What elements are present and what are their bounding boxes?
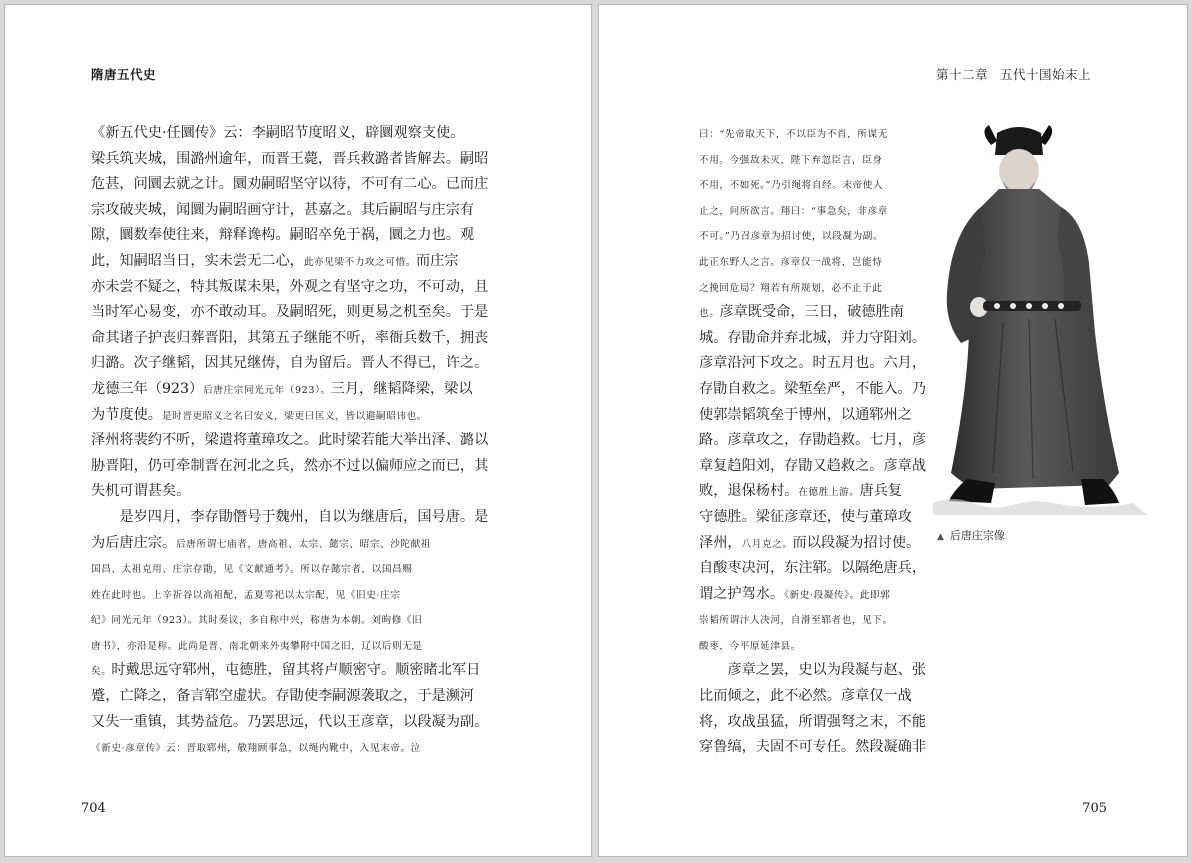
emperor-portrait-illustration xyxy=(933,123,1147,515)
text-line xyxy=(91,147,503,173)
annotation-text: 止之，问所欲言。翔曰：“事急矣，非彦章 xyxy=(699,205,888,217)
main-text: 危甚，问圜去就之计。圜劝嗣昭坚守以待，不可有二心。已而庄 xyxy=(91,176,489,193)
page-number: 705 xyxy=(1082,801,1107,816)
annotation-text: 唐书》，亦沿是称。此尚是晋、南北朝来外夷攀附中国之旧，辽以后则无是 xyxy=(91,640,423,652)
text-line xyxy=(699,684,925,710)
text-line xyxy=(91,607,503,633)
right-page xyxy=(598,4,1188,857)
annotation-text: 纪》同光元年（923）。其时奏议，多自称中兴，称唐为本朝。刘昫修《旧 xyxy=(91,615,423,627)
annotation-text: 不可。”乃召彦章为招讨使，以段凝为副。 xyxy=(699,231,884,243)
running-header: 隋唐五代史 xyxy=(91,67,157,82)
text-line xyxy=(91,377,503,403)
text-line xyxy=(699,121,925,147)
text-line xyxy=(91,505,503,531)
main-text: 将，攻战虽猛，所谓强弩之末，不能 xyxy=(699,713,927,730)
annotation-text: 也。 xyxy=(699,308,720,320)
main-text: 而庄宗 xyxy=(415,252,459,269)
main-text: 梁兵筑夹城，围潞州逾年，而晋王薨，晋兵救潞者皆解去。嗣昭 xyxy=(91,150,489,167)
text-line xyxy=(91,556,503,582)
text-line xyxy=(91,633,503,659)
text-line xyxy=(699,633,925,659)
annotation-text: 后唐所谓七庙者，唐高祖、太宗、懿宗、昭宗、沙陀献祖 xyxy=(176,538,431,550)
main-text: 败，退保杨村。 xyxy=(699,483,799,500)
text-line xyxy=(699,377,925,403)
text-line xyxy=(91,172,503,198)
annotation-text: 在德胜上游。 xyxy=(798,487,860,499)
text-line xyxy=(91,531,503,557)
main-text: 使郭崇韬筑垒于博州，以通郓州之 xyxy=(699,406,912,423)
text-line xyxy=(91,658,503,684)
main-text: 泽州， xyxy=(699,534,742,551)
annotation-text: 之挽回危局？翔若有所规划，必不止于此 xyxy=(699,282,883,294)
main-text: 失机可谓甚矣。 xyxy=(91,483,191,500)
annotation-text: 八月克之。 xyxy=(741,538,793,550)
triangle-icon: ▲ xyxy=(937,532,944,542)
page-number: 704 xyxy=(81,801,106,816)
annotation-text: 姓在此时也。上辛祈谷以高祖配，孟夏雩祀以太宗配，见《旧史·庄宗 xyxy=(91,589,401,601)
text-line xyxy=(699,658,925,684)
text-line xyxy=(91,684,503,710)
main-text: 又失一重镇，其势益危。乃罢思远，代以王彦章，以段凝为副。 xyxy=(91,713,489,730)
annotation-text: 崇韬所谓汴人决河，自滑至郓者也，见下。 xyxy=(699,615,893,627)
chapter-title: 五代十国始末上 xyxy=(999,67,1091,82)
text-line xyxy=(699,172,925,198)
text-line xyxy=(699,300,925,326)
text-line xyxy=(91,326,503,352)
main-text: 三月，继韬降梁，梁以 xyxy=(330,380,473,397)
main-text: 当时军心易变，亦不敢动耳。及嗣昭死，则更易之机至矣。于是 xyxy=(91,304,489,321)
text-line xyxy=(699,403,925,429)
text-line xyxy=(699,249,925,275)
text-line xyxy=(699,428,925,454)
main-text: 路。彦章攻之，存勖趋救。七月，彦 xyxy=(699,432,927,449)
main-text: 自酸枣决河，东注郓。以隔绝唐兵， xyxy=(699,560,927,577)
text-line xyxy=(91,351,503,377)
main-text: 彦章既受命，三日，破德胜南 xyxy=(719,304,904,321)
text-line xyxy=(91,121,503,147)
main-text: 为后唐庄宗。 xyxy=(91,534,177,551)
main-text: 唐兵复 xyxy=(859,483,903,500)
figure-caption xyxy=(937,527,1005,543)
figure-caption-text: 后唐庄宗像 xyxy=(949,529,1005,542)
text-line xyxy=(91,198,503,224)
main-text: 亦未尝不疑之，特其叛谋未果，外观之有坚守之功，不可动，且 xyxy=(91,278,489,295)
main-text: 宗攻破夹城，闻圜为嗣昭画守计，甚嘉之。其后嗣昭与庄宗有 xyxy=(91,201,475,218)
text-line xyxy=(699,531,925,557)
annotation-text: 不用。今强敌未灭，陛下弃忽臣言，臣身 xyxy=(699,154,883,166)
main-text: 城。存勖命并弃北城，并力守阳刘。 xyxy=(699,329,927,346)
main-text: 存勖自救之。梁堑垒严，不能入。乃 xyxy=(699,380,927,397)
text-line xyxy=(699,147,925,173)
annotation-text: 后唐庄宗同光元年（923）。 xyxy=(203,384,331,396)
main-text: 守德胜。梁征彦章还，使与董璋攻 xyxy=(699,508,912,525)
main-text: 胁晋阳，仍可牵制晋在河北之兵，然亦不过以偏师应之而已，其 xyxy=(91,457,489,474)
text-line xyxy=(91,710,503,736)
body-text xyxy=(699,121,925,761)
annotation-text: 《新史·段凝传》。此即郭 xyxy=(784,589,891,601)
main-text: 泽州将裴约不听，梁遣将董璋攻之。此时梁若能大举出泽、潞以 xyxy=(91,432,489,449)
text-line xyxy=(699,710,925,736)
annotation-text: 矣。 xyxy=(91,666,112,678)
main-text: 而以段凝为招讨使。 xyxy=(792,534,921,551)
main-text: 蹙，亡降之，备言郓空虚状。存勖使李嗣源袭取之，于是濒河 xyxy=(91,688,475,705)
main-text: 命其诸子护丧归葬晋阳，其第五子继能不听，率衙兵数千，拥丧 xyxy=(91,329,489,346)
chapter-number: 第十二章 xyxy=(935,67,988,82)
main-text: 龙德三年（923） xyxy=(91,380,204,397)
text-line xyxy=(699,326,925,352)
text-line xyxy=(699,454,925,480)
main-text: 归潞。次子继韬，因其兄继俦，自为留后。晋人不得已，许之。 xyxy=(91,355,489,372)
text-line xyxy=(91,454,503,480)
body-text xyxy=(91,121,503,761)
main-text: 隙，圜数奉使往来，辩释谗构。嗣昭卒免于祸，圜之力也。观 xyxy=(91,227,475,244)
main-text: 彦章之罢，史以为段凝与赵、张 xyxy=(699,662,927,679)
main-text: 比而倾之，此不必然。彦章仅一战 xyxy=(699,688,912,705)
text-line xyxy=(91,428,503,454)
text-line xyxy=(699,198,925,224)
main-text: 章复趋阳刘，存勖又趋救之。彦章战 xyxy=(699,457,927,474)
text-line xyxy=(699,607,925,633)
main-text: 谓之护驾水。 xyxy=(699,585,785,602)
text-line xyxy=(91,300,503,326)
text-line xyxy=(91,479,503,505)
annotation-text: 此正东野人之言。彦章仅一战将，岂能恃 xyxy=(699,256,883,268)
annotation-text: 此亦见梁不力攻之可惜。 xyxy=(303,256,416,268)
text-line xyxy=(699,351,925,377)
main-text: 此，知嗣昭当日，实未尝无二心， xyxy=(91,252,304,269)
text-line xyxy=(91,735,503,761)
main-text: 为节度使。 xyxy=(91,406,162,423)
text-line xyxy=(91,223,503,249)
text-line xyxy=(699,223,925,249)
annotation-text: 是时晋更昭义之名曰安义，梁更曰匡义，皆以避嗣昭讳也。 xyxy=(161,410,427,422)
left-page xyxy=(4,4,592,857)
annotation-text: 国昌、太祖克用、庄宗存勖，见《文献通考》。所以存懿宗者，以国昌赐 xyxy=(91,564,413,576)
annotation-text: 曰：“先帝取天下，不以臣为不肖，所谋无 xyxy=(699,129,888,140)
text-line xyxy=(91,249,503,275)
text-line xyxy=(699,505,925,531)
main-text: 《新五代史·任圜传》云：李嗣昭节度昭义，辟圜观察支使。 xyxy=(91,125,465,141)
text-line xyxy=(91,582,503,608)
main-text: 是岁四月，李存勖僭号于魏州，自以为继唐后，国号唐。是 xyxy=(91,508,489,525)
main-text: 时戴思远守郓州，屯德胜，留其将卢顺密守。顺密睹北军日 xyxy=(111,662,481,679)
annotation-text: 酸枣，今平原延津县。 xyxy=(699,640,801,652)
text-line xyxy=(699,582,925,608)
text-line xyxy=(91,275,503,301)
text-line xyxy=(699,556,925,582)
annotation-text: 《新史·彦章传》云：晋取郓州，敬翔顾事急，以绳内靴中，入见末帝。泣 xyxy=(91,743,421,755)
main-text: 彦章沿河下攻之。时五月也。六月， xyxy=(699,355,927,372)
text-line xyxy=(699,275,925,301)
text-line xyxy=(699,735,925,761)
text-line xyxy=(91,403,503,429)
annotation-text: 不用，不如死。”乃引绳将自经。末帝使人 xyxy=(699,180,884,192)
running-header xyxy=(924,65,1091,83)
main-text: 穿鲁缟，夫固不可专任。然段凝确非 xyxy=(699,739,927,756)
text-line xyxy=(699,479,925,505)
